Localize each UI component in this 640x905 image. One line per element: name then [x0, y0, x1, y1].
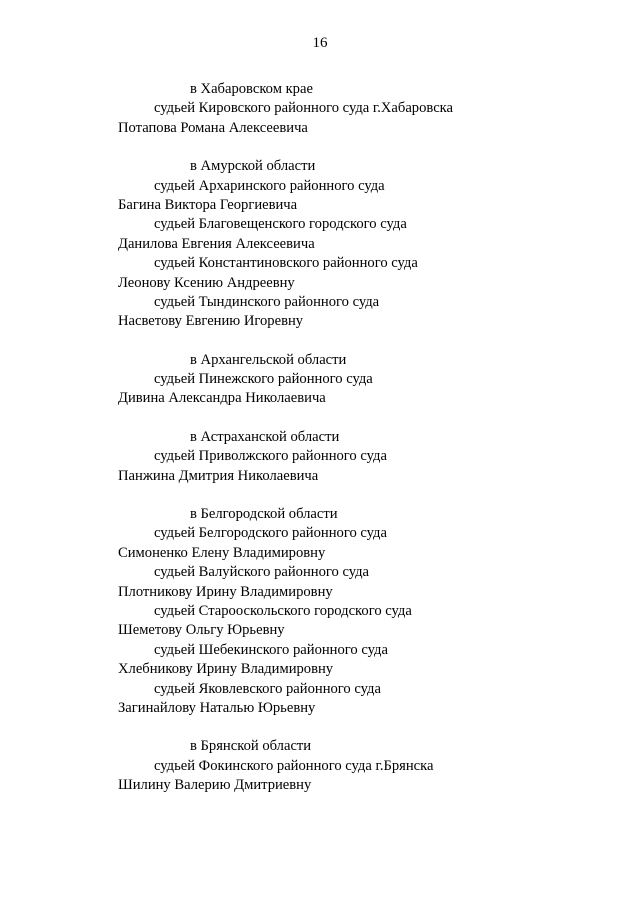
court-appointment: судьей Константиновского районного суда — [154, 255, 418, 272]
region-heading: в Брянской области — [190, 738, 312, 755]
region-heading: в Астраханской области — [190, 428, 340, 445]
region-section — [118, 737, 618, 795]
court-appointment: судьей Фокинского районного суда г.Брянска — [154, 757, 434, 774]
judge-name: Шеметову Ольгу Юрьевну — [118, 622, 285, 639]
document-body — [118, 80, 618, 815]
region-heading: в Белгородской области — [190, 506, 338, 523]
court-appointment: судьей Яковлевского районного суда — [154, 680, 381, 697]
region-section — [118, 351, 618, 409]
region-section — [118, 157, 618, 332]
court-appointment: судьей Благовещенского городского суда — [154, 216, 407, 233]
court-appointment: судьей Старооскольского городского суда — [154, 602, 412, 619]
judge-name: Симоненко Елену Владимировну — [118, 544, 326, 561]
judge-name: Шилину Валерию Дмитриевну — [118, 777, 312, 794]
court-appointment: судьей Валуйского районного суда — [154, 564, 370, 581]
judge-name: Плотникову Ирину Владимировну — [118, 583, 333, 600]
judge-name: Данилова Евгения Алексеевича — [118, 235, 315, 252]
judge-name: Панжина Дмитрия Николаевича — [118, 467, 319, 484]
court-appointment: судьей Пинежского районного суда — [154, 371, 373, 388]
judge-name: Леонову Ксению Андреевну — [118, 274, 295, 291]
region-section — [118, 505, 618, 718]
page-number: 16 — [312, 35, 328, 51]
judge-name: Хлебникову Ирину Владимировну — [118, 661, 334, 678]
court-appointment: судьей Архаринского районного суда — [154, 177, 385, 194]
judge-name: Насветову Евгению Игоревну — [118, 313, 304, 330]
judge-name: Загинайлову Наталью Юрьевну — [118, 699, 316, 716]
court-appointment: судьей Кировского районного суда г.Хабаровска — [154, 100, 454, 117]
court-appointment: судьей Приволжского районного суда — [154, 448, 387, 465]
judge-name: Багина Виктора Георгиевича — [118, 196, 298, 213]
region-heading: в Архангельской области — [190, 351, 347, 368]
region-heading: в Хабаровском крае — [190, 81, 313, 97]
judge-name: Дивина Александра Николаевича — [118, 390, 326, 407]
court-appointment: судьей Тындинского районного суда — [154, 293, 380, 310]
region-heading: в Амурской области — [190, 158, 316, 175]
court-appointment: судьей Белгородского районного суда — [154, 525, 387, 542]
region-section — [118, 80, 618, 138]
court-appointment: судьей Шебекинского районного суда — [154, 641, 388, 658]
region-section — [118, 428, 618, 486]
judge-name: Потапова Романа Алексеевича — [118, 119, 308, 136]
